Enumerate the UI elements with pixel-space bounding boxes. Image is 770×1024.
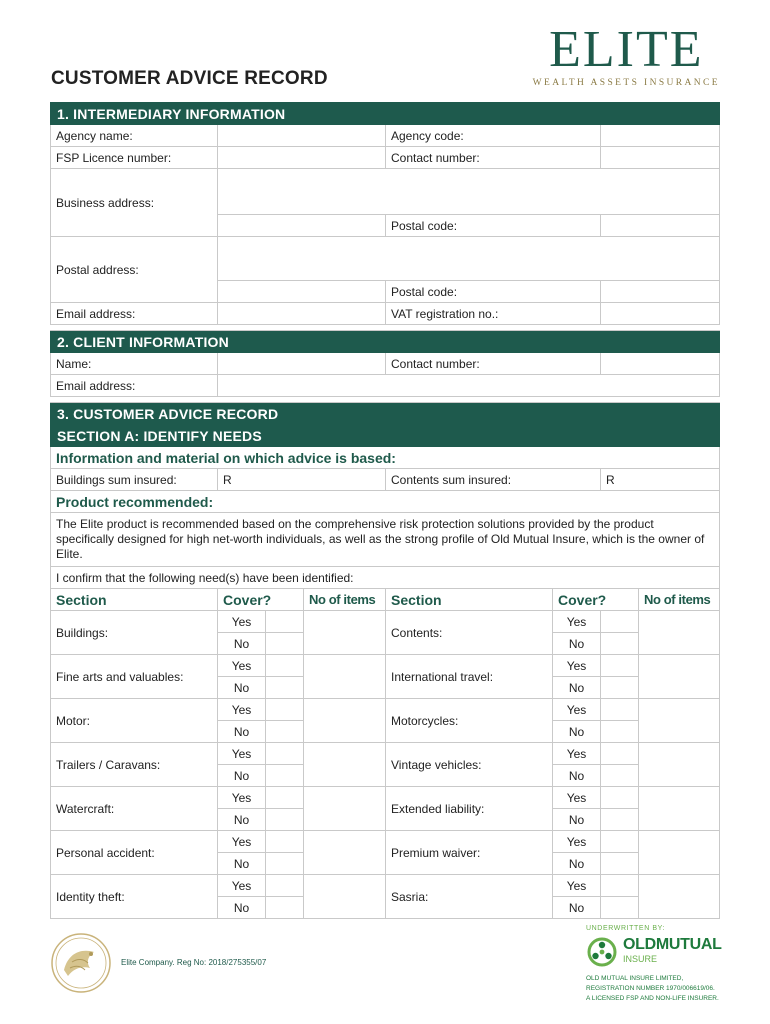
contents-sum-label: Contents sum insured: [386,469,601,491]
items-field-right[interactable] [639,787,720,831]
items-field-right[interactable] [639,875,720,919]
agency-code-label: Agency code: [386,125,601,147]
old-mutual-insure: INSURE [623,954,658,964]
section-heading-advice: 3. CUSTOMER ADVICE RECORD [51,403,720,425]
no-checkbox[interactable] [266,809,304,831]
items-field-left[interactable] [304,787,386,831]
needs-label-right: Motorcycles: [386,699,553,743]
needs-label-left: Motor: [51,699,218,743]
yes-checkbox[interactable] [266,655,304,677]
postal-code-label-2: Postal code: [386,281,601,303]
no-label: No [553,633,601,655]
col-items-right: No of items [639,589,720,611]
yes-label: Yes [553,611,601,633]
needs-label-right: Vintage vehicles: [386,743,553,787]
no-checkbox[interactable] [601,633,639,655]
yes-label: Yes [553,875,601,897]
needs-row [51,743,720,765]
old-mutual-block [586,925,736,1004]
legal-line: A LICENSED FSP AND NON-LIFE INSURER. [586,995,719,1002]
yes-checkbox[interactable] [266,699,304,721]
no-checkbox[interactable] [601,809,639,831]
buildings-sum-field[interactable]: R [218,469,386,491]
needs-label-right: Contents: [386,611,553,655]
yes-label: Yes [218,875,266,897]
no-label: No [218,853,266,875]
no-checkbox[interactable] [601,853,639,875]
no-label: No [218,809,266,831]
yes-label: Yes [218,699,266,721]
no-label: No [218,721,266,743]
yes-checkbox[interactable] [601,611,639,633]
no-label: No [218,633,266,655]
old-mutual-brand: OLDMUTUAL [623,936,722,953]
no-checkbox[interactable] [266,633,304,655]
business-address-extra-field[interactable] [218,215,386,237]
needs-label-left: Buildings: [51,611,218,655]
elite-logo [532,21,720,88]
postal-code-field[interactable] [601,215,720,237]
yes-label: Yes [218,743,266,765]
yes-checkbox[interactable] [601,875,639,897]
yes-label: Yes [218,611,266,633]
page-title: CUSTOMER ADVICE RECORD [51,68,328,89]
no-checkbox[interactable] [601,765,639,787]
underwritten-label: UNDERWRITTEN BY: [586,925,666,932]
items-field-right[interactable] [639,611,720,655]
yes-label: Yes [553,655,601,677]
email-address-label: Email address: [51,303,218,325]
yes-label: Yes [553,831,601,853]
postal-address-field[interactable] [218,237,720,281]
no-checkbox[interactable] [601,721,639,743]
no-label: No [218,677,266,699]
section-a-heading: SECTION A: IDENTIFY NEEDS [51,425,720,447]
fsp-licence-field[interactable] [218,147,386,169]
no-checkbox[interactable] [601,897,639,919]
logo-wordmark: ELITE [549,21,704,78]
needs-label-right: International travel: [386,655,553,699]
yes-label: Yes [218,831,266,853]
yes-checkbox[interactable] [601,831,639,853]
yes-label: Yes [553,787,601,809]
yes-checkbox[interactable] [601,655,639,677]
fsp-licence-label: FSP Licence number: [51,147,218,169]
client-contact-label: Contact number: [386,353,601,375]
yes-label: Yes [218,655,266,677]
items-field-right[interactable] [639,699,720,743]
no-checkbox[interactable] [266,765,304,787]
section-heading-intermediary: 1. INTERMEDIARY INFORMATION [51,103,720,125]
needs-label-left: Trailers / Caravans: [51,743,218,787]
needs-row [51,831,720,853]
agency-name-label: Agency name: [51,125,218,147]
yes-checkbox[interactable] [601,743,639,765]
contact-number-label: Contact number: [386,147,601,169]
no-checkbox[interactable] [266,721,304,743]
items-field-right[interactable] [639,743,720,787]
items-field-left[interactable] [304,743,386,787]
postal-code-label: Postal code: [386,215,601,237]
no-checkbox[interactable] [601,677,639,699]
needs-label-left: Personal accident: [51,831,218,875]
client-email-field[interactable] [218,375,720,397]
vat-registration-label: VAT registration no.: [386,303,601,325]
product-heading: Product recommended: [51,491,720,513]
yes-label: Yes [218,787,266,809]
seal-icon [50,932,112,994]
postal-code-field-2[interactable] [601,281,720,303]
no-label: No [218,765,266,787]
old-mutual-icon [586,936,618,968]
info-heading: Information and material on which advice is based: [51,447,720,469]
yes-checkbox[interactable] [601,787,639,809]
yes-checkbox[interactable] [266,743,304,765]
product-description: The Elite product is recommended based on the comprehensive risk protection solutions provided by the product specifically designed for high net-worth individuals, as well as the strong profile of Old Mutual Insure, which is the owner of Elite. [51,513,720,567]
needs-row [51,787,720,809]
buildings-sum-label: Buildings sum insured: [51,469,218,491]
agency-code-field[interactable] [601,125,720,147]
legal-line: REGISTRATION NUMBER 1970/006619/06. [586,985,715,992]
items-field-left[interactable] [304,699,386,743]
contents-sum-field[interactable]: R [601,469,720,491]
col-items-left: No of items [304,589,386,611]
yes-checkbox[interactable] [601,699,639,721]
contact-number-field[interactable] [601,147,720,169]
company-registration: Elite Company. Reg No: 2018/275355/07 [121,958,267,967]
section-heading-client: 2. CLIENT INFORMATION [51,331,720,353]
needs-label-right: Premium waiver: [386,831,553,875]
advice-record-form [50,102,720,919]
needs-row [51,699,720,721]
old-mutual-legal [586,974,736,1004]
yes-label: Yes [553,699,601,721]
logo-tagline: WEALTH ASSETS INSURANCE [532,78,720,88]
client-contact-field[interactable] [601,353,720,375]
items-field-left[interactable] [304,655,386,699]
yes-checkbox[interactable] [266,875,304,897]
col-section-left: Section [51,589,218,611]
items-field-left[interactable] [304,875,386,919]
no-label: No [553,853,601,875]
items-field-right[interactable] [639,831,720,875]
no-label: No [553,721,601,743]
needs-label-left: Fine arts and valuables: [51,655,218,699]
items-field-right[interactable] [639,655,720,699]
legal-line: OLD MUTUAL INSURE LIMITED, [586,975,684,982]
client-name-label: Name: [51,353,218,375]
no-label: No [218,897,266,919]
no-label: No [553,897,601,919]
yes-checkbox[interactable] [266,611,304,633]
no-label: No [553,677,601,699]
needs-label-left: Identity theft: [51,875,218,919]
needs-label-right: Sasria: [386,875,553,919]
postal-address-label: Postal address: [51,237,218,303]
yes-label: Yes [553,743,601,765]
yes-checkbox[interactable] [266,787,304,809]
needs-row [51,875,720,897]
needs-row [51,611,720,633]
no-checkbox[interactable] [266,897,304,919]
no-label: No [553,765,601,787]
needs-label-right: Extended liability: [386,787,553,831]
col-cover-left: Cover? [218,589,304,611]
postal-address-extra-field[interactable] [218,281,386,303]
items-field-left[interactable] [304,831,386,875]
needs-label-left: Watercraft: [51,787,218,831]
yes-checkbox[interactable] [266,831,304,853]
client-name-field[interactable] [218,353,386,375]
no-label: No [553,809,601,831]
needs-row [51,655,720,677]
agency-name-field[interactable] [218,125,386,147]
no-checkbox[interactable] [266,677,304,699]
client-email-label: Email address: [51,375,218,397]
business-address-label: Business address: [51,169,218,237]
business-address-field[interactable] [218,169,720,215]
no-checkbox[interactable] [266,853,304,875]
email-address-field[interactable] [218,303,386,325]
col-section-right: Section [386,589,553,611]
col-cover-right: Cover? [553,589,639,611]
items-field-left[interactable] [304,611,386,655]
elite-seal-logo [50,932,112,994]
vat-registration-field[interactable] [601,303,720,325]
confirm-statement: I confirm that the following need(s) have been identified: [51,567,720,589]
